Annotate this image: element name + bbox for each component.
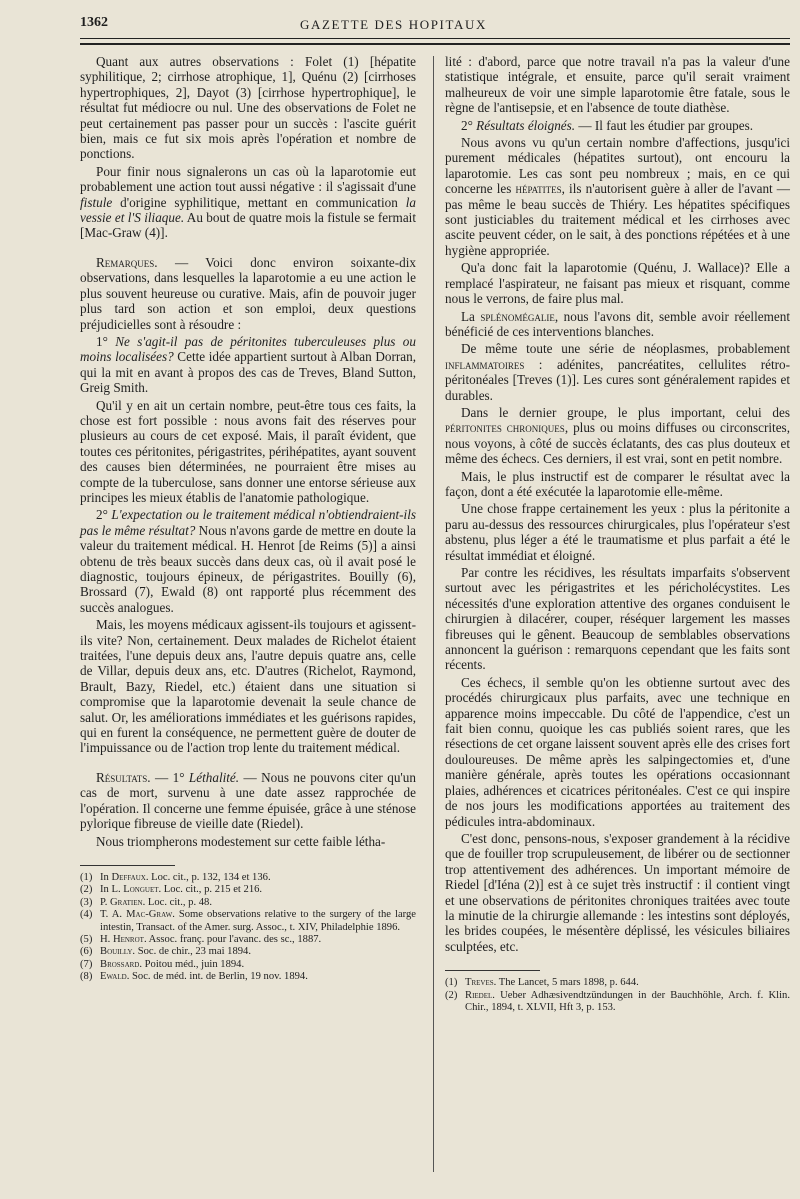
footnote: (2) Riedel. Ueber Adhæsivendtzündungen in der Bauchhöhle, Arch. f. Klin. Chir., 1894, t. XLVII, Hft 3, p. 153. — [445, 989, 790, 1013]
paragraph: Une chose frappe certainement les yeux : plus la péritonite a paru au-dessus des ressources chirurgicales, plus l'opérateur s'est abstenu, plus léger a été le traumatisme et plus parfait a été le résultat immédiat et éloigné. — [445, 501, 790, 563]
footnote-rule — [445, 970, 540, 971]
paragraph: Dans le dernier groupe, le plus important, celui des péritonites chroniques, plus ou moins diffuses ou circonscrites, nous voyons, à côté de succès éclatants, des cas plus douteux et même des échecs. Ces derniers, il est vrai, sont en petit nombre. — [445, 404, 790, 467]
header-rule-thick — [80, 43, 790, 45]
footnote: (2) In L. Longuet. Loc. cit., p. 215 et 216. — [80, 884, 263, 896]
journal-title: GAZETTE DES HOPITAUX — [300, 17, 487, 32]
paragraph: lité : d'abord, parce que notre travail n'a pas la valeur d'une statistique intégrale, et ensuite, parce qu'il serait vraiment malheureux de voir une simple laparotomie être fatale, sous le règne de l'antisepsie, et en l'absence de toute diathèse. — [445, 54, 790, 116]
footnote: (8) Ewald. Soc. de méd. int. de Berlin, 19 nov. 1894. — [80, 971, 308, 983]
paragraph: Ces échecs, il semble qu'on les obtienne surtout avec des procédés chirurgicaux plus parfaits, avec une technique en apparence moins impeccable. Du côté de l'appendice, c'est un fait bien connu, quoique les cas publiés soient rares, que les résections de cet organe laissent souvent après elle des crises fort douloureuses. De même après les salpingectomies et, d'une manière générale, après toutes les opérations occasionnant plaies, adhérences et cicatrices péritonéales. C'est ce qui inspire de nos jours les modifications apportées au traitement des pédicules intra-abdominaux. — [445, 674, 790, 829]
paragraph: Qu'a donc fait la laparotomie (Quénu, J. Wallace)? Elle a remplacé l'aspirateur, ne faisant pas mieux et risquant, comme nous le verrons, de faire plus mal. — [445, 260, 790, 307]
column-divider — [433, 56, 434, 1172]
footnote: (6) Bouilly. Soc. de chir., 23 mai 1894. — [80, 946, 251, 958]
paragraph: Par contre les récidives, les résultats imparfaits s'observent surtout avec les périgastrites et les péricholécystites. Les nécessités d'une exploration attentive des organes conduisent le chirurgien à dilacérer, couper, réséquer largement les masses fibreuses qui le gênent. Beaucoup de semblables observations annoncent la guérison : remarquons cependant que les faits sont récents. — [445, 565, 790, 673]
section-heading: Remarques. — [96, 254, 158, 270]
footnote: (7) Brossard. Poitou méd., juin 1894. — [80, 958, 245, 970]
footnote: (3) P. Gratien. Loc. cit., p. 48. — [80, 896, 212, 908]
right-column — [445, 54, 790, 1014]
header-rule — [80, 38, 790, 39]
paragraph: Quant aux autres observations : Folet (1) [hépatite syphilitique, 2; cirrhose atrophique, 1], Quénu (2) [cirrhoses hypertrophiques, 2], Dayot (3) [cirrhose hypertrophique], le résultat fut médiocre ou nul. Une des observations de Folet ne peut certainement pas passer pour un succès : l'ascite guérit bien, mais ce fut six mois après l'opération et nombre de ponctions. — [80, 54, 416, 162]
paragraph: Qu'il y en ait un certain nombre, peut-être tous ces faits, la chose est fort possible : nous avons fait des réserves pour plusieurs au cours de cet exposé. Mais, il paraît évident, que toutes ces péritonites, périgastrites, périhépatites, ayant souvent des causes bien déterminées, ne pourraient être mises au compte de la tuberculose, sans donner une entorse sérieuse aux principes les mieux établis de l'anatomie pathologique. — [80, 397, 416, 505]
footnote: (5) H. Henrot. Assoc. franç. pour l'avanc. des sc., 1887. — [80, 933, 322, 945]
paragraph: Mais, le plus instructif est de comparer le résultat avec la façon, dont a été exécutée la laparotomie elle-même. — [445, 468, 790, 499]
right-footnotes — [445, 977, 790, 1014]
paragraph: La splénomégalie, nous l'avons dit, semble avoir réellement bénéficié de ces interventions blanches. — [445, 308, 790, 339]
paragraph: C'est donc, pensons-nous, s'exposer grandement à la récidive que de fouiller trop scrupuleusement, de libérer ou de sectionner trop attentivement des adhérences. Un important mémoire de Riedel [d'Iéna (2)] est à ce sujet très instructif : il contient vingt et une observations de péritonites chroniques traitées avec toute la minutie de la chirurgie allemande : les intestins sont déployés, les brides coupées, le mésentère déplissé, les vésicules biliaires sculptées, etc. — [445, 830, 790, 954]
paragraph: Pour finir nous signalerons un cas où la laparotomie eut probablement une action tout aussi négative : il s'agissait d'une fistule d'origine syphilitique, mettant en communication la vessie et l'S iliaque. Au bout de quatre mois la fistule se fermait [Mac-Graw (4)]. — [80, 163, 416, 241]
remarks-paragraph: Remarques. — Voici donc environ soixante-dix observations, dans lesquelles la laparotomie a eu une action le plus souvent heureuse ou curative. Mais, afin de pouvoir juger plus tard son action et son emploi, deux questions préjudicielles sont à résoudre : — [80, 254, 416, 332]
subheading-paragraph: 2° Résultats éloignés. — Il faut les étudier par groupes. — [461, 117, 754, 133]
left-footnotes — [80, 872, 416, 984]
page-number: 1362 — [80, 15, 108, 30]
footnote-rule — [80, 865, 175, 866]
question-two: 2° L'expectation ou le traitement médical n'obtiendraient-ils pas le même résultat? Nous n'avons garde de mettre en doute la valeur du traitement médical. H. Henrot [de Reims (5)] a ainsi obtenu de très beaux succès dans deux cas, où il avait posé le diagnostic, toujours épineux, de périgastrites. Bouilly (6), Brossard (7), Ewald (8) ont rapporté plus récemment des succès analogues. — [80, 507, 417, 615]
results-paragraph: Résultats. — 1° Léthalité. — Nous ne pouvons citer qu'un cas de mort, survenu à une date assez rapprochée de l'opération. Il concerne une femme épuisée, grâce à une sténose pylorique fibreuse de vieille date (Riedel). — [80, 769, 416, 832]
paragraph: De même toute une série de néoplasmes, probablement inflammatoires : adénites, pancréatites, cellulites rétro-péritonéales [Treves (1)]. Les cures sont généralement rapides et durables. — [445, 341, 790, 403]
footnote: (1) In Deffaux. Loc. cit., p. 132, 134 et 136. — [80, 871, 271, 883]
footnote: (1) Treves. The Lancet, 5 mars 1898, p. 644. — [445, 977, 639, 989]
left-column — [80, 54, 416, 984]
section-heading: Résultats. — [96, 769, 151, 785]
paragraph: Mais, les moyens médicaux agissent-ils toujours et agissent-ils vite? Non, certainement. Deux malades de Richelot étaient traitées, l'une depuis deux ans, l'autre depuis quatre ans, celle de Villar, depuis deux ans, etc. D'autres (Richelot, Raymond, Brault, Bazy, Riedel, etc.) étaient dans une situation si compromise que la laparotomie devenait la seule chance de salut. Or, les améliorations immédiates et les guérisons rapides, qui en furent la conséquence, ne permettent guère de douter de l'impuissance ou de l'action trop lente du traitement médical. — [80, 617, 416, 756]
question-one: 1° Ne s'agit-il pas de péritonites tuberculeuses plus ou moins localisées? Cette idée appartient surtout à Alban Dorran, qui la mit en avant à propos des cas de Treves, Bland Sutton, Greig Smith. — [80, 333, 416, 396]
paragraph: Nous avons vu qu'un certain nombre d'affections, jusqu'ici purement médicales (hépatites surtout), ont encouru la laparotomie. Les cas sont peu nombreux ; mais, en ce qui concerne les hépatites, ils n'autorisent guère à aller de l'avant — pas même le beau succès de Thiéry. Les hépatites spécifiques sont justiciables du traitement médical et les cirrhoses avec ascite peuvent céder, on le sait, à des ponctions répétées et à une hygiène appropriée. — [445, 135, 790, 258]
paragraph: Nous triompherons modestement sur cette faible létha- — [96, 833, 386, 849]
footnote: (4) T. A. Mac-Graw. Some observations relative to the surgery of the large intestin, Transact. of the Amer. surg. Assoc., t. XIV, Philadelphie 1896. — [80, 909, 416, 933]
